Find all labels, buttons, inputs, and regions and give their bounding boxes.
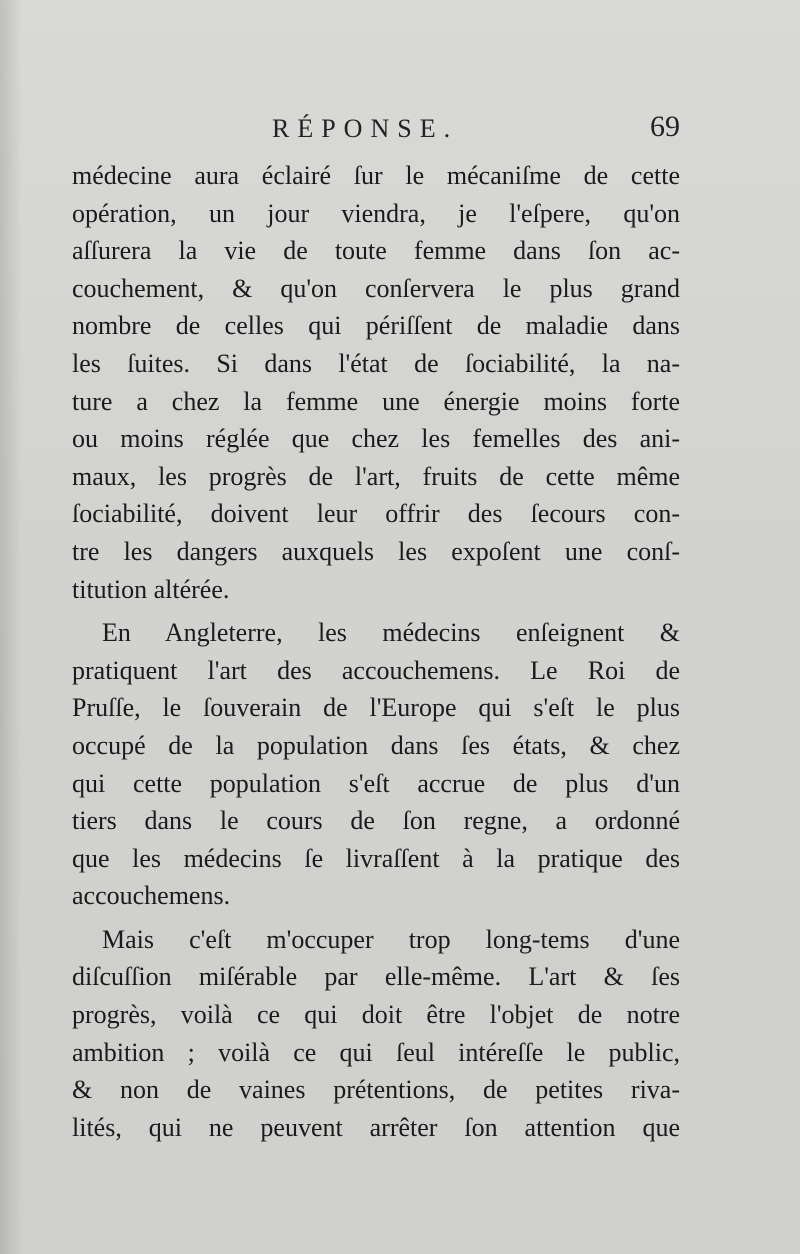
paragraph — [72, 921, 680, 1147]
paragraph — [72, 614, 680, 915]
text-line: qui cette population s'eſt accrue de plus d'un — [72, 768, 680, 798]
text-line: pratiquent l'art des accouchemens. Le Roi de — [72, 655, 680, 685]
text-line: lités, qui ne peuvent arrêter ſon attention que — [72, 1112, 680, 1142]
text-line: ambition ; voilà ce qui ſeul intéreſſe le public, — [72, 1037, 680, 1067]
text-line: titution altérée. — [72, 574, 230, 604]
text-line: nombre de celles qui périſſent de maladie dans — [72, 311, 680, 341]
text-line: occupé de la population dans ſes états, & chez — [72, 730, 680, 760]
running-head: RÉPONSE. — [272, 114, 459, 143]
text-line: médecine aura éclairé ſur le mécaniſme de cette — [72, 161, 680, 190]
body-text — [72, 157, 680, 1146]
text-line: En Angleterre, les médecins enſeignent & — [102, 618, 680, 648]
text-line: aſſurera la vie de toute femme dans ſon ac- — [72, 236, 680, 266]
text-line: que les médecins ſe livraſſent à la pratique des — [72, 843, 680, 873]
text-line: & non de vaines prétentions, de petites riva- — [72, 1075, 680, 1105]
page-edge-shadow — [0, 0, 22, 1254]
text-line: maux, les progrès de l'art, fruits de cette même — [72, 461, 680, 491]
text-line: Pruſſe, le ſouverain de l'Europe qui s'eſt le plus — [72, 693, 680, 723]
page-header — [70, 108, 680, 152]
text-line: ſociabilité, doivent leur offrir des ſecours con- — [72, 499, 680, 529]
text-line: accouchemens. — [72, 881, 231, 911]
text-line: tre les dangers auxquels les expoſent une conſ- — [72, 536, 680, 566]
paragraph — [72, 157, 680, 608]
text-line: progrès, voilà ce qui doit être l'objet de notre — [72, 1000, 680, 1030]
page-number: 69 — [650, 110, 680, 143]
text-line: diſcuſſion miſérable par elle-même. L'art & ſes — [72, 962, 680, 992]
text-line: couchement, & qu'on conſervera le plus grand — [72, 273, 680, 303]
text-line: les ſuites. Si dans l'état de ſociabilité, la na- — [72, 348, 680, 378]
text-line: ture a chez la femme une énergie moins forte — [72, 386, 680, 416]
text-line: opération, un jour viendra, je l'eſpere, qu'on — [72, 198, 680, 228]
text-line: ou moins réglée que chez les femelles des ani- — [72, 424, 680, 454]
text-line: Mais c'eſt m'occuper trop long-tems d'une — [102, 924, 680, 954]
text-line: tiers dans le cours de ſon regne, a ordonné — [72, 806, 680, 836]
